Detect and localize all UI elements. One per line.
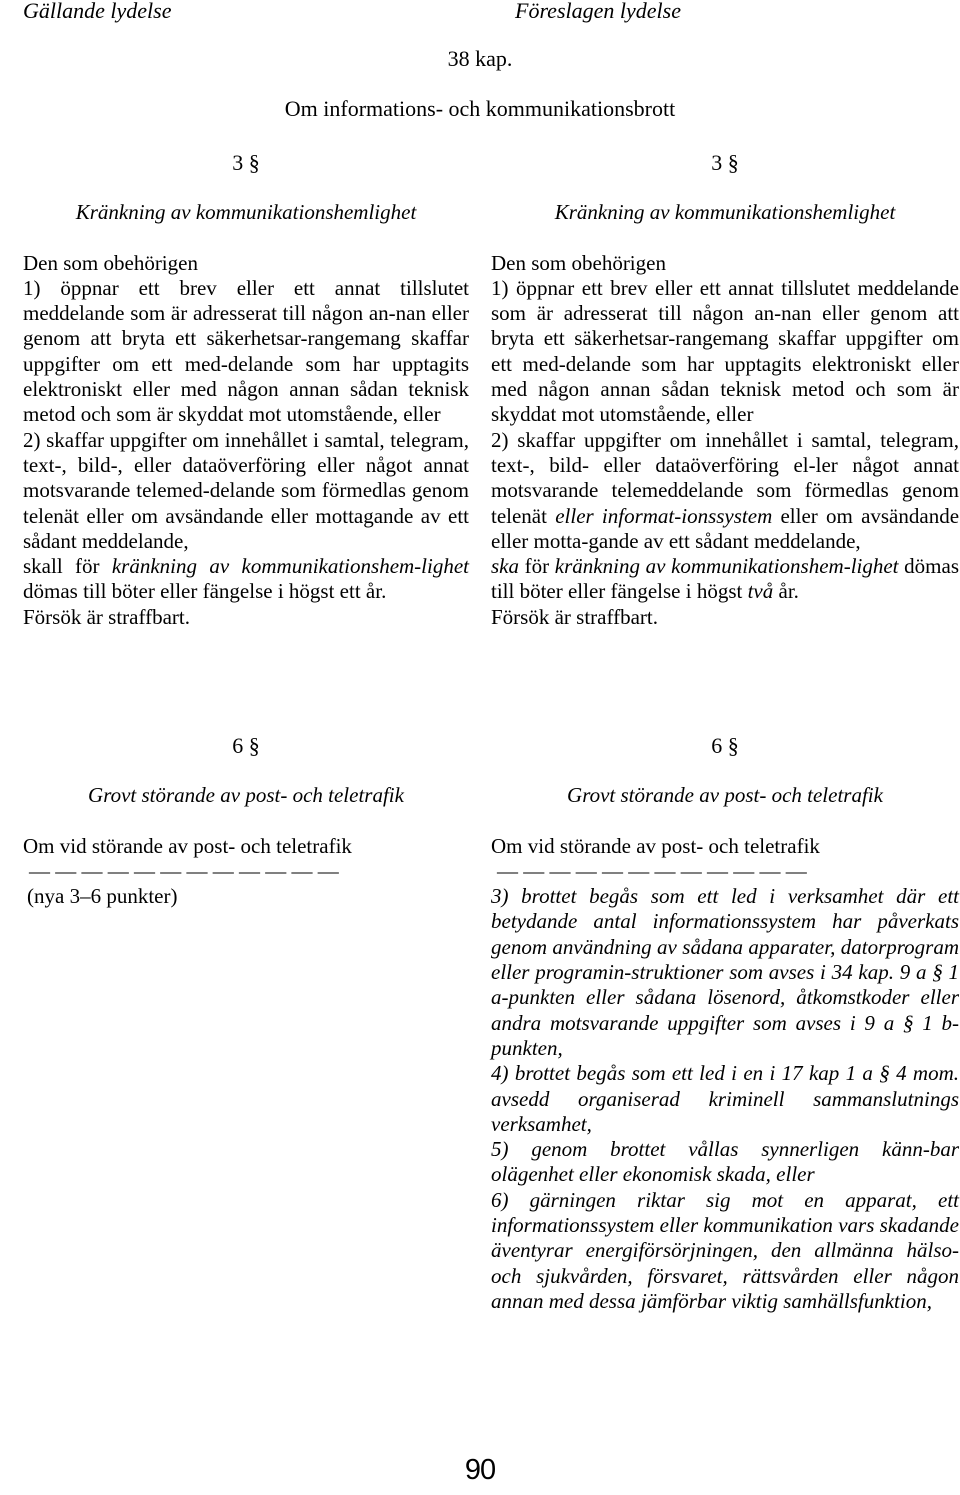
left-s3-item1: 1) öppnar ett brev eller ett annat tillslutet meddelande som är adresserat till någon an-nan eller genom att bryta ett säkerhetsar-rangemang skaffar uppgifter om ett med-delande som har upptagits elektroniskt eller med någon annan sådan teknisk metod och som är skyddat mot utomstående, eller	[23, 275, 469, 427]
right-s6-intro: Om vid störande av post- och teletrafik	[491, 833, 820, 858]
right-s6-heading: Grovt störande av post- och teletrafik	[567, 783, 883, 808]
left-s3-item2: 2) skaffar uppgifter om innehållet i samtal, telegram, text-, bild-, eller dataöverföring eller något annat motsvarande telemed-delande som förmedlas genom telenät eller om avsändande eller mottagande av ett sådant meddelande,	[23, 427, 469, 553]
left-s6-heading: Grovt störande av post- och teletrafik	[88, 783, 404, 808]
left-s3-penalty: skall för kränkning av kommunikationshem-lighet dömas till böter eller fängelse i högst ett år.	[23, 554, 469, 604]
left-s3-attempt: Försök är straffbart.	[23, 604, 190, 629]
right-s6-point-4: 4) brottet begås som ett led i en i 17 kap 1 a § 4 mom. avsedd organiserad kriminell sammanslutnings verksamhet,	[491, 1061, 959, 1136]
right-s6-omission-dashes: — — — — — — — — — — — —	[497, 858, 807, 883]
right-s3-intro: Den som obehörigen	[491, 250, 666, 275]
right-s6-point-3: 3) brottet begås som ett led i verksamhet där ett betydande antal informationssystem har påverkats genom användning av sådana apparater, datorprogram eller programin-struktioner som avses i 34 kap. 9 a § 1 a-punkten eller sådana lösenord, åtkomstkoder eller andra motsvarande uppgifter som avses i 9 a § 1 b-punkten,	[491, 884, 959, 1060]
right-section-3	[491, 150, 959, 630]
left-s6-intro: Om vid störande av post- och teletrafik	[23, 833, 352, 858]
current-wording-label: Gällande lydelse	[23, 0, 172, 23]
left-s3-number: 3 §	[232, 150, 260, 175]
left-section-3	[23, 150, 469, 630]
right-s3-heading: Kränkning av kommunikationshemlighet	[554, 200, 896, 225]
right-s6-point-6: 6) gärningen riktar sig mot en apparat, ett informationssystem eller kommunikation vars skadande äventyrar energiförsörjningen, den allmänna hälso- och sjukvården, försvaret, rättsvården eller någon annan med dessa jämförbar viktig samhällsfunktion,	[491, 1187, 959, 1313]
left-s6-omission-dashes: — — — — — — — — — — — —	[29, 858, 339, 883]
right-s3-penalty: ska för kränkning av kommunikationshem-lighet dömas till böter eller fängelse i högst två år.	[491, 554, 960, 604]
left-s3-intro: Den som obehörigen	[23, 250, 198, 275]
chapter-number: 38 kap.	[447, 46, 513, 71]
left-section-6	[23, 733, 469, 909]
right-s3-attempt: Försök är straffbart.	[491, 604, 658, 629]
right-s3-number: 3 §	[711, 150, 739, 175]
proposed-wording-label: Föreslagen lydelse	[515, 0, 681, 23]
chapter-title: Om informations- och kommunikationsbrott	[284, 96, 676, 121]
left-s6-number: 6 §	[232, 733, 260, 758]
right-s3-item1: 1) öppnar ett brev eller ett annat tillslutet meddelande som är adresserat till någon an-nan eller genom att bryta ett säkerhetsar-rangemang skaffar uppgifter om ett med-delande som har upptagits elektroniskt eller med någon annan sådan teknisk metod och som är skyddat mot utomstående, eller	[491, 275, 959, 427]
right-s6-number: 6 §	[711, 733, 739, 758]
left-s6-note: (nya 3–6 punkter)	[27, 884, 178, 909]
right-section-6	[491, 733, 959, 1314]
right-s6-point-5: 5) genom brottet vållas synnerligen känn-bar olägenhet eller ekonomisk skada, eller	[491, 1137, 959, 1187]
page-number: 90	[464, 1454, 496, 1486]
left-s3-heading: Kränkning av kommunikationshemlighet	[75, 200, 417, 225]
right-s3-item2: 2) skaffar uppgifter om innehållet i samtal, telegram, text-, bild- eller dataöverföring el-ler något annat motsvarande telemeddelande som förmedlas genom telenät eller informat-ionssystem eller om avsändande eller motta-gande av ett sådant meddelande,	[491, 427, 960, 553]
